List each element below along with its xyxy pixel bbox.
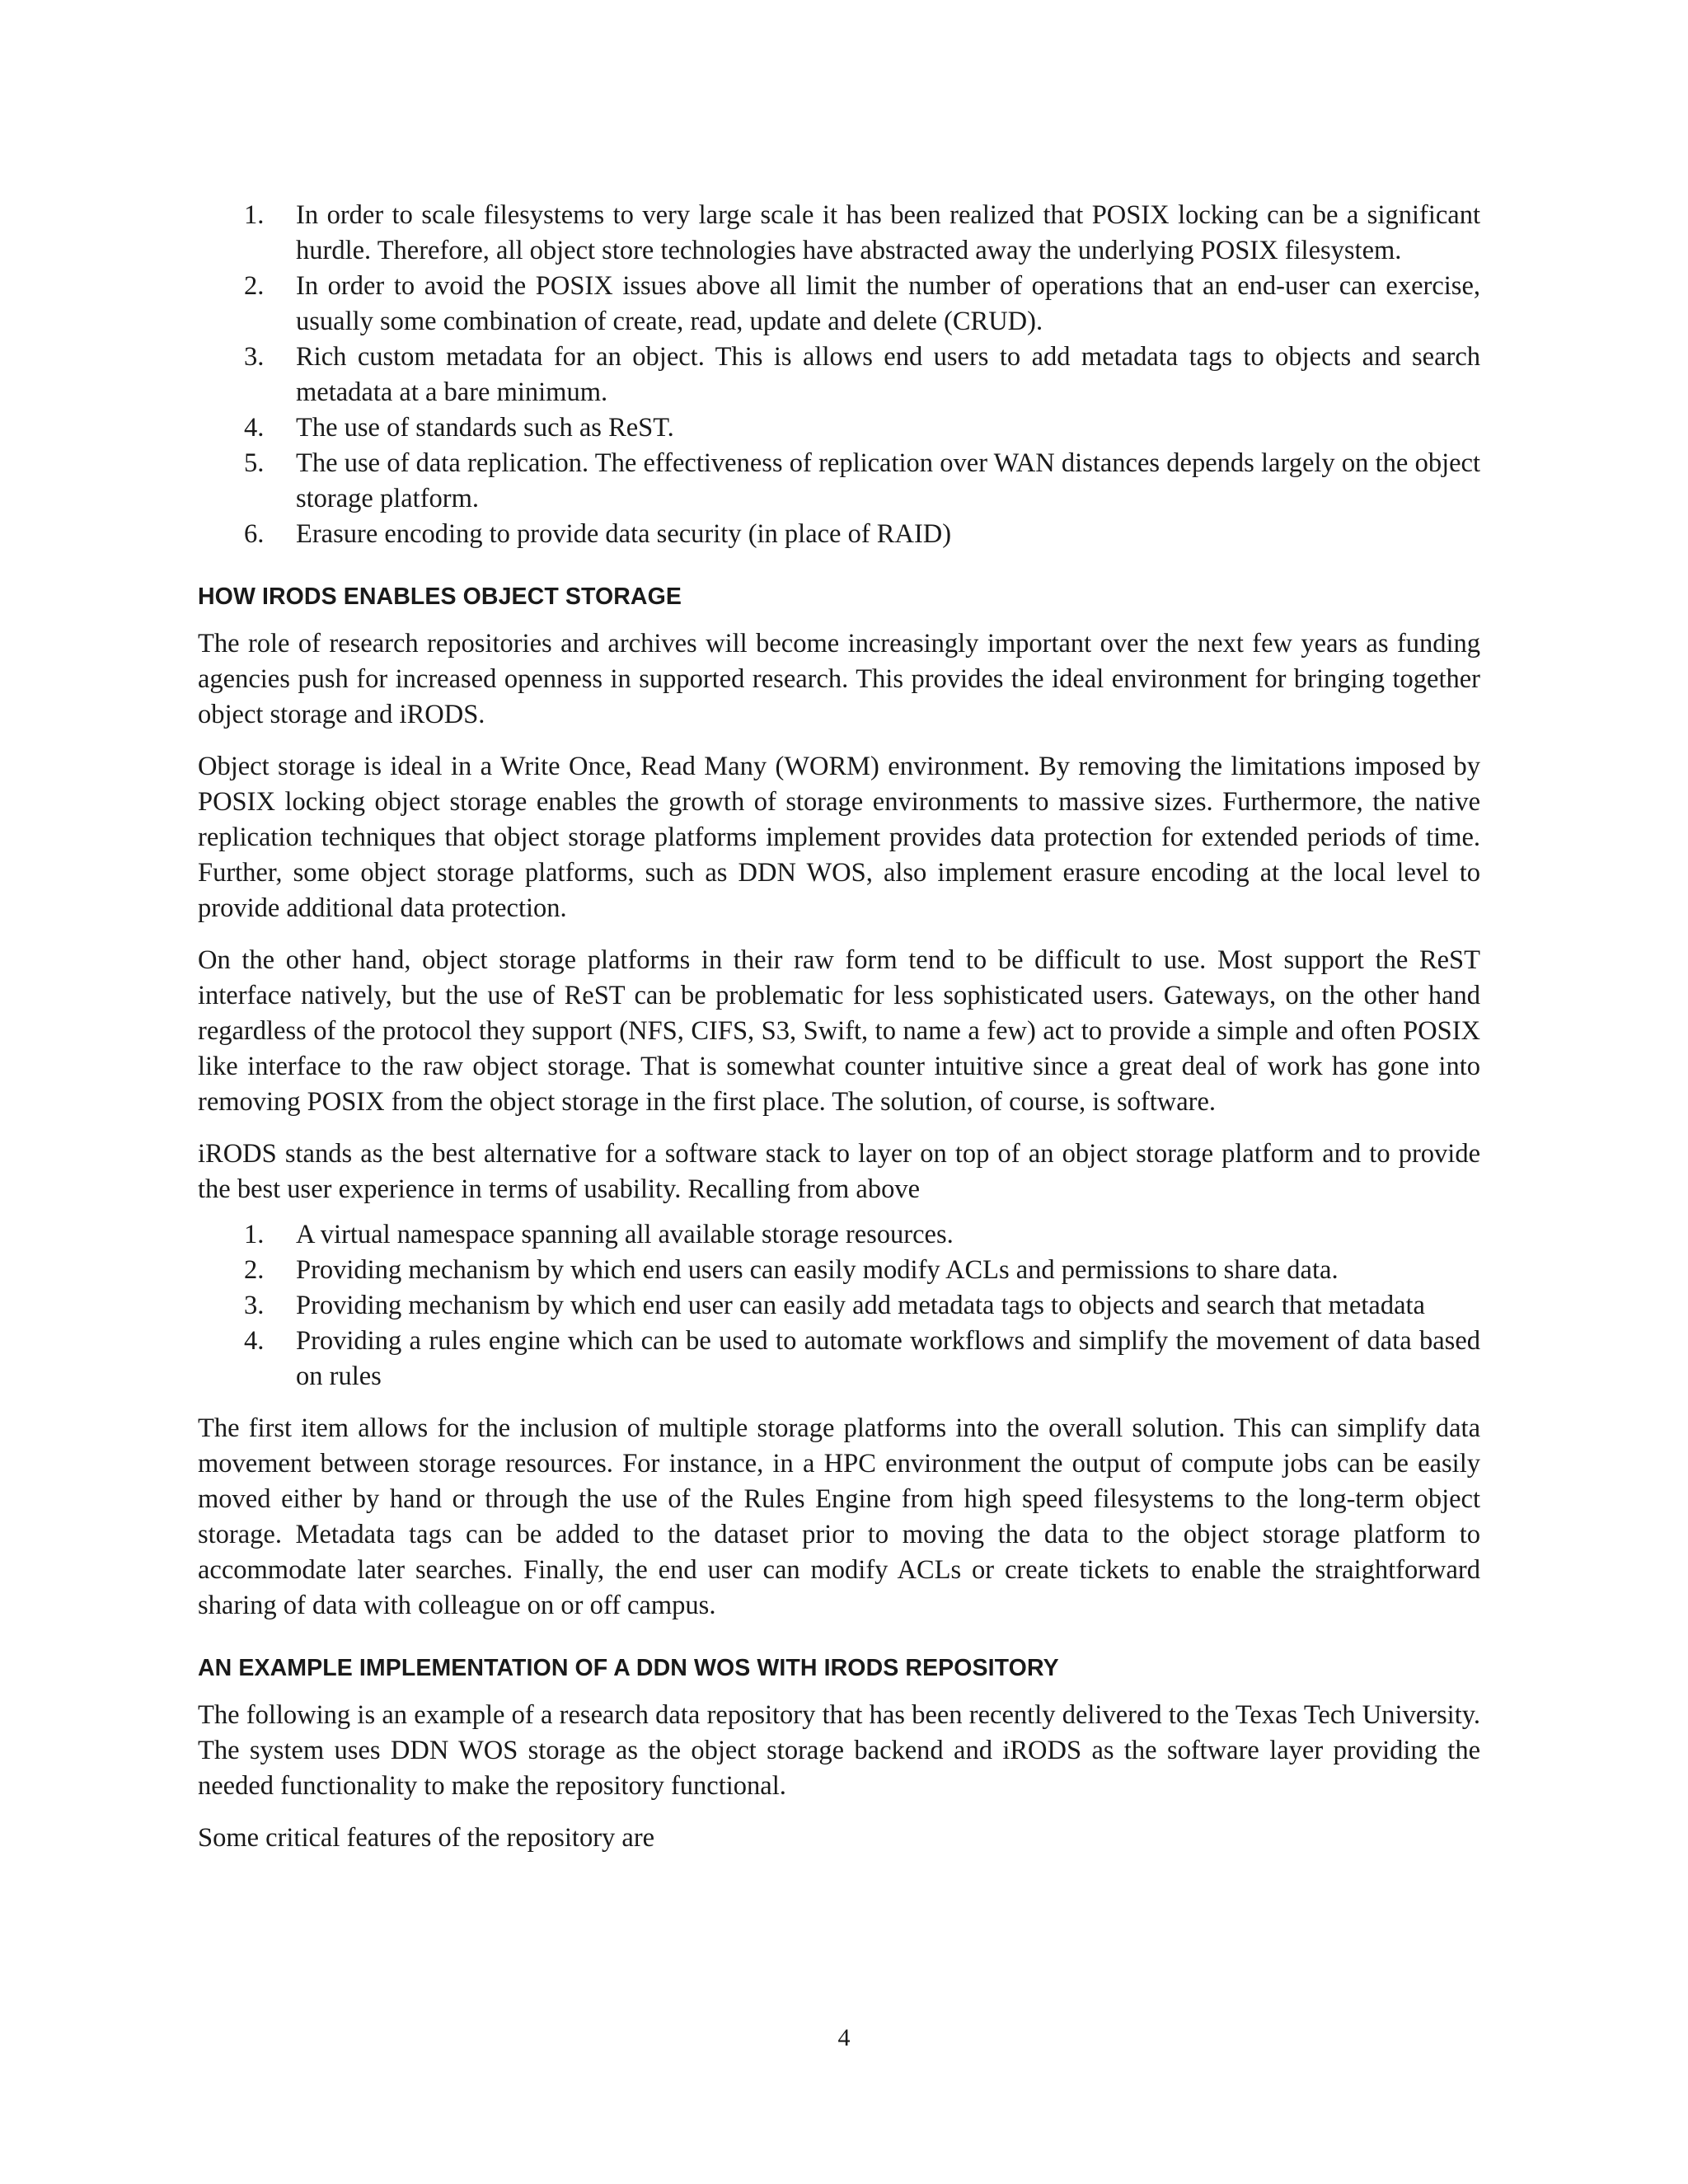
paragraph: Some critical features of the repository are — [198, 1823, 655, 1853]
section-heading: AN EXAMPLE IMPLEMENTATION OF A DDN WOS WITH IRODS REPOSITORY — [198, 1655, 1059, 1681]
list-item: 3. Providing mechanism by which end user can easily add metadata tags to objects and search that metadata — [244, 1291, 1425, 1320]
list-item: 1. In order to scale filesystems to very large scale it has been realized that POSIX locking can be a significant hurdle. Therefore, all object store technologies have abstracted away the underlying POSIX filesystem. — [244, 200, 1480, 265]
list-item: 1. A virtual namespace spanning all available storage resources. — [244, 1220, 954, 1249]
list-item: 2. In order to avoid the POSIX issues above all limit the number of operations that an end-user can exercise, usually some combination of create, read, update and delete (CRUD). — [244, 271, 1480, 336]
list-item: 2. Providing mechanism by which end users can easily modify ACLs and permissions to share data. — [244, 1255, 1339, 1285]
paragraph: iRODS stands as the best alternative for a software stack to layer on top of an object storage platform and to provide the best user experience in terms of usability. Recalling from above — [198, 1139, 1480, 1204]
paragraph: The first item allows for the inclusion of multiple storage platforms into the overall solution. This can simplify data movement between storage resources. For instance, in a HPC environment the output of compute jobs can be easily moved either by hand or through the use of the Rules Engine from high speed filesystems to the long-term object storage. Metadata tags can be added to the dataset prior to moving the data to the object storage platform to accommodate later searches. Finally, the end user can modify ACLs or create tickets to enable the straightforward sharing of data with colleague on or off campus. — [198, 1413, 1480, 1620]
list-item: 5. The use of data replication. The effectiveness of replication over WAN distances depends largely on the object storage platform. — [244, 448, 1480, 513]
page-number: 4 — [837, 2024, 851, 2051]
list-item: 6. Erasure encoding to provide data security (in place of RAID) — [244, 519, 952, 549]
irods-capabilities-list — [198, 1217, 1480, 1394]
list-item: 3. Rich custom metadata for an object. This is allows end users to add metadata tags to objects and search metadata at a bare minimum. — [244, 342, 1480, 407]
list-item: 4. The use of standards such as ReST. — [244, 413, 674, 443]
paragraph: On the other hand, object storage platforms in their raw form tend to be difficult to use. Most support the ReST interface natively, but the use of ReST can be problematic for less sophisticated users. Gateways, on the other hand regardless of the protocol they support (NFS, CIFS, S3, Swift, to name a few) act to provide a simple and often POSIX like interface to the raw object storage. That is somewhat counter intuitive since a great deal of work has gone into removing POSIX from the object storage in the first place. The solution, of course, is software. — [198, 945, 1480, 1117]
paragraph: The role of research repositories and archives will become increasingly important over the next few years as funding agencies push for increased openness in supported research. This provides the ideal environment for bringing together object storage and iRODS. — [198, 629, 1480, 729]
object-store-features-list — [198, 198, 1480, 552]
paragraph: The following is an example of a research data repository that has been recently delivered to the Texas Tech University. The system uses DDN WOS storage as the object storage backend and iRODS as the software layer providing the needed functionality to make the repository functional. — [198, 1700, 1480, 1801]
list-item: 4. Providing a rules engine which can be used to automate workflows and simplify the movement of data based on rules — [244, 1326, 1480, 1391]
section-heading: HOW IRODS ENABLES OBJECT STORAGE — [198, 583, 682, 610]
paragraph: Object storage is ideal in a Write Once, Read Many (WORM) environment. By removing the limitations imposed by POSIX locking object storage enables the growth of storage environments to massive sizes. Furthermore, the native replication techniques that object storage platforms implement provides data protection for extended periods of time. Further, some object storage platforms, such as DDN WOS, also implement erasure encoding at the local level to provide additional data protection. — [198, 752, 1480, 923]
document-page — [198, 198, 1480, 1872]
